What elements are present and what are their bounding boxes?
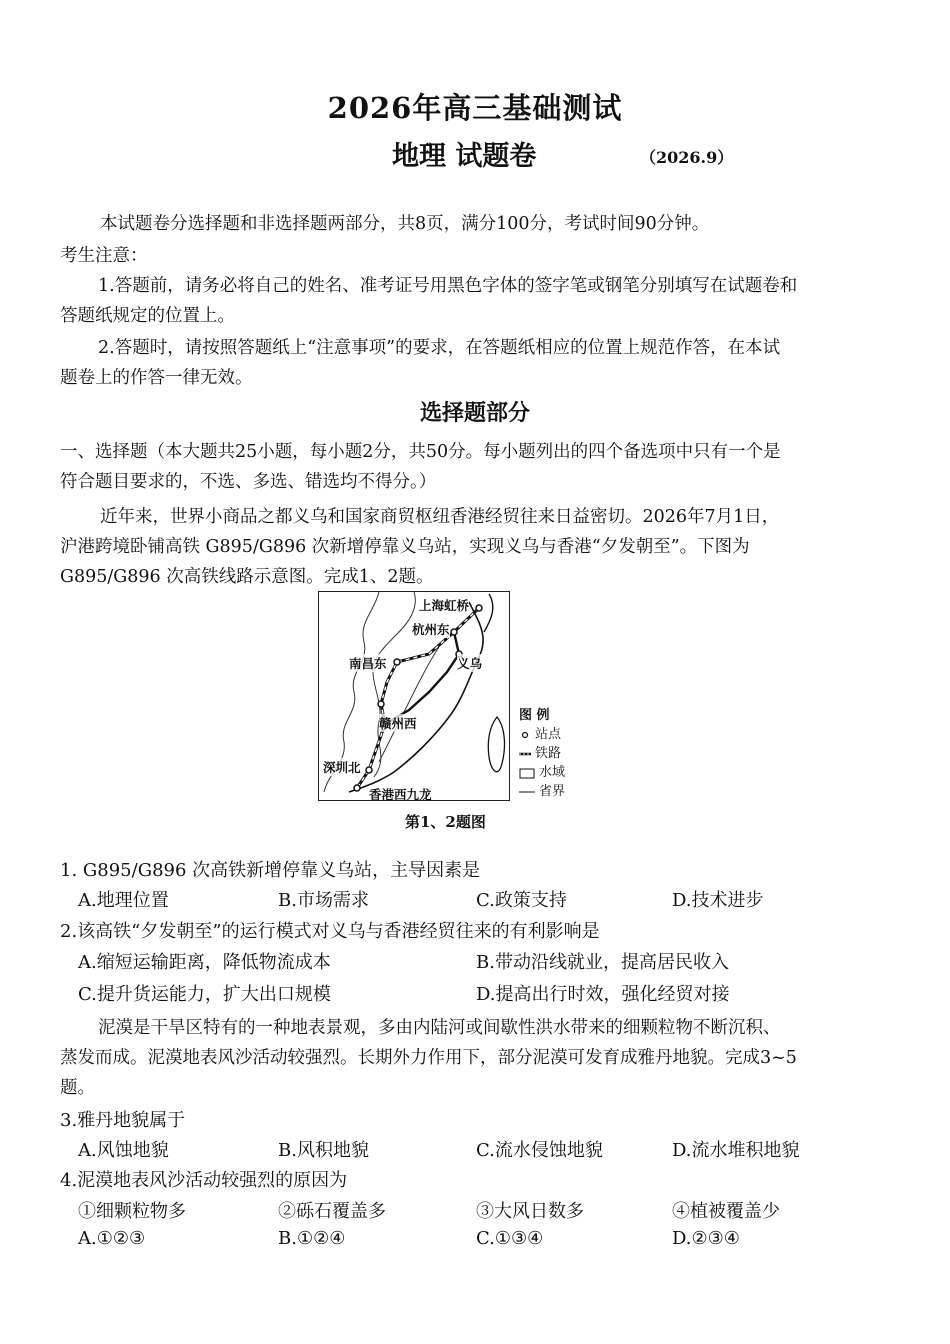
question-4-stem: 4.泥漠地表风沙活动较强烈的原因为 bbox=[60, 1170, 348, 1191]
exam-date: （2026.9） bbox=[640, 148, 734, 167]
section-instruction-line2: 符合题目要求的，不选、多选、错选均不得分。） bbox=[60, 472, 437, 492]
question-4-option-c: C.①③④ bbox=[476, 1228, 544, 1249]
station-ganzhou-west: 赣州西 bbox=[379, 716, 417, 731]
legend-railway-label: 铁路 bbox=[535, 746, 562, 761]
question-2-option-b: B.带动沿线就业，提高居民收入 bbox=[476, 952, 729, 973]
question-2-option-a: A.缩短运输距离，降低物流成本 bbox=[78, 952, 331, 973]
question-4-option-d: D.②③④ bbox=[672, 1228, 740, 1249]
question-3-stem: 3.雅丹地貌属于 bbox=[60, 1110, 186, 1131]
question-4-item-3: ③大风日数多 bbox=[476, 1201, 584, 1222]
question-1-option-b: B.市场需求 bbox=[278, 890, 369, 911]
question-3-option-b: B.风积地貌 bbox=[278, 1140, 369, 1161]
section-instruction-line1: 一、选择题（本大题共25小题，每小题2分，共50分。每小题列出的四个备选项中只有一个是 bbox=[60, 442, 781, 462]
passage2-line3: 题。 bbox=[60, 1078, 95, 1098]
passage1-line1: 近年来，世界小商品之都义乌和国家商贸枢纽香港经贸往来日益密切。2026年7月1日， bbox=[100, 507, 780, 527]
question-4-item-1: ①细颗粒物多 bbox=[78, 1201, 186, 1222]
passage1-line2: 沪港跨境卧铺高铁 G895/G896 次新增停靠义乌站，实现义乌与香港“夕发朝至”。下图为 bbox=[60, 537, 750, 557]
station-nanchang-east: 南昌东 bbox=[349, 656, 387, 671]
legend-province-border bbox=[519, 782, 565, 801]
question-2-stem: 2.该高铁“夕发朝至”的运行模式对义乌与香港经贸往来的有利影响是 bbox=[60, 921, 600, 942]
question-3-option-c: C.流水侵蚀地貌 bbox=[476, 1140, 603, 1161]
question-4-item-2: ②砾石覆盖多 bbox=[278, 1201, 386, 1222]
notice-1-line2: 答题纸规定的位置上。 bbox=[60, 306, 235, 326]
question-3-option-d: D.流水堆积地貌 bbox=[672, 1140, 800, 1161]
legend-water bbox=[519, 763, 565, 782]
station-shanghai-hongqiao: 上海虹桥 bbox=[419, 598, 470, 613]
notice-2-line2: 题卷上的作答一律无效。 bbox=[60, 368, 253, 388]
question-4-item-4: ④植被覆盖少 bbox=[672, 1201, 780, 1222]
question-1-option-a: A.地理位置 bbox=[78, 890, 169, 911]
question-4-option-a: A.①②③ bbox=[78, 1228, 146, 1249]
legend-station-label: 站点 bbox=[535, 727, 562, 742]
exam-title: 2026年高三基础测试 bbox=[327, 91, 623, 125]
map-caption: 第1、2题图 bbox=[405, 813, 486, 831]
legend-water-label: 水域 bbox=[539, 765, 566, 780]
station-hangzhou-east: 杭州东 bbox=[412, 622, 450, 637]
question-4-option-b: B.①②④ bbox=[278, 1228, 346, 1249]
legend-station bbox=[519, 725, 565, 744]
question-2-option-c: C.提升货运能力，扩大出口规模 bbox=[78, 984, 331, 1005]
question-1-option-c: C.政策支持 bbox=[476, 890, 567, 911]
exam-subtitle: 地理 试题卷 bbox=[392, 141, 537, 172]
exam-summary: 本试题卷分选择题和非选择题两部分，共8页，满分100分，考试时间90分钟。 bbox=[100, 214, 710, 234]
passage1-line3: G895/G896 次高铁线路示意图。完成1、2题。 bbox=[60, 567, 434, 587]
water-area-icon bbox=[519, 767, 535, 779]
legend-railway bbox=[519, 744, 565, 763]
station-dot-icon bbox=[519, 729, 531, 741]
notice-2-line1: 2.答题时，请按照答题纸上“注意事项”的要求，在答题纸相应的位置上规范作答，在本试 bbox=[98, 338, 781, 358]
station-hongkong-west-kowloon: 香港西九龙 bbox=[369, 787, 432, 801]
province-border-icon bbox=[519, 786, 535, 798]
legend-title: 图 例 bbox=[519, 708, 550, 723]
question-2-option-d: D.提高出行时效，强化经贸对接 bbox=[476, 984, 730, 1005]
notice-1-line1: 1.答题前，请务必将自己的姓名、准考证号用黑色字体的签字笔或钢笔分别填写在试题卷和 bbox=[98, 276, 798, 296]
railway-map bbox=[318, 591, 510, 801]
question-1-stem: 1. G895/G896 次高铁新增停靠义乌站，主导因素是 bbox=[60, 860, 481, 881]
legend-province-label: 省界 bbox=[539, 784, 566, 799]
section-title: 选择题部分 bbox=[419, 400, 530, 426]
station-shenzhen-north: 深圳北 bbox=[323, 760, 361, 775]
passage2-line1: 泥漠是干旱区特有的一种地表景观，多由内陆河或间歇性洪水带来的细颗粒物不断沉积、 bbox=[98, 1018, 781, 1038]
passage2-line2: 蒸发而成。泥漠地表风沙活动较强烈。长期外力作用下，部分泥漠可发育成雅丹地貌。完成3~5 bbox=[60, 1048, 797, 1068]
question-1-option-d: D.技术进步 bbox=[672, 890, 764, 911]
station-yiwu: 义乌 bbox=[457, 656, 483, 671]
map-legend bbox=[519, 706, 565, 801]
notice-title: 考生注意： bbox=[60, 246, 148, 266]
railway-line-icon bbox=[519, 748, 531, 760]
question-3-option-a: A.风蚀地貌 bbox=[78, 1140, 169, 1161]
